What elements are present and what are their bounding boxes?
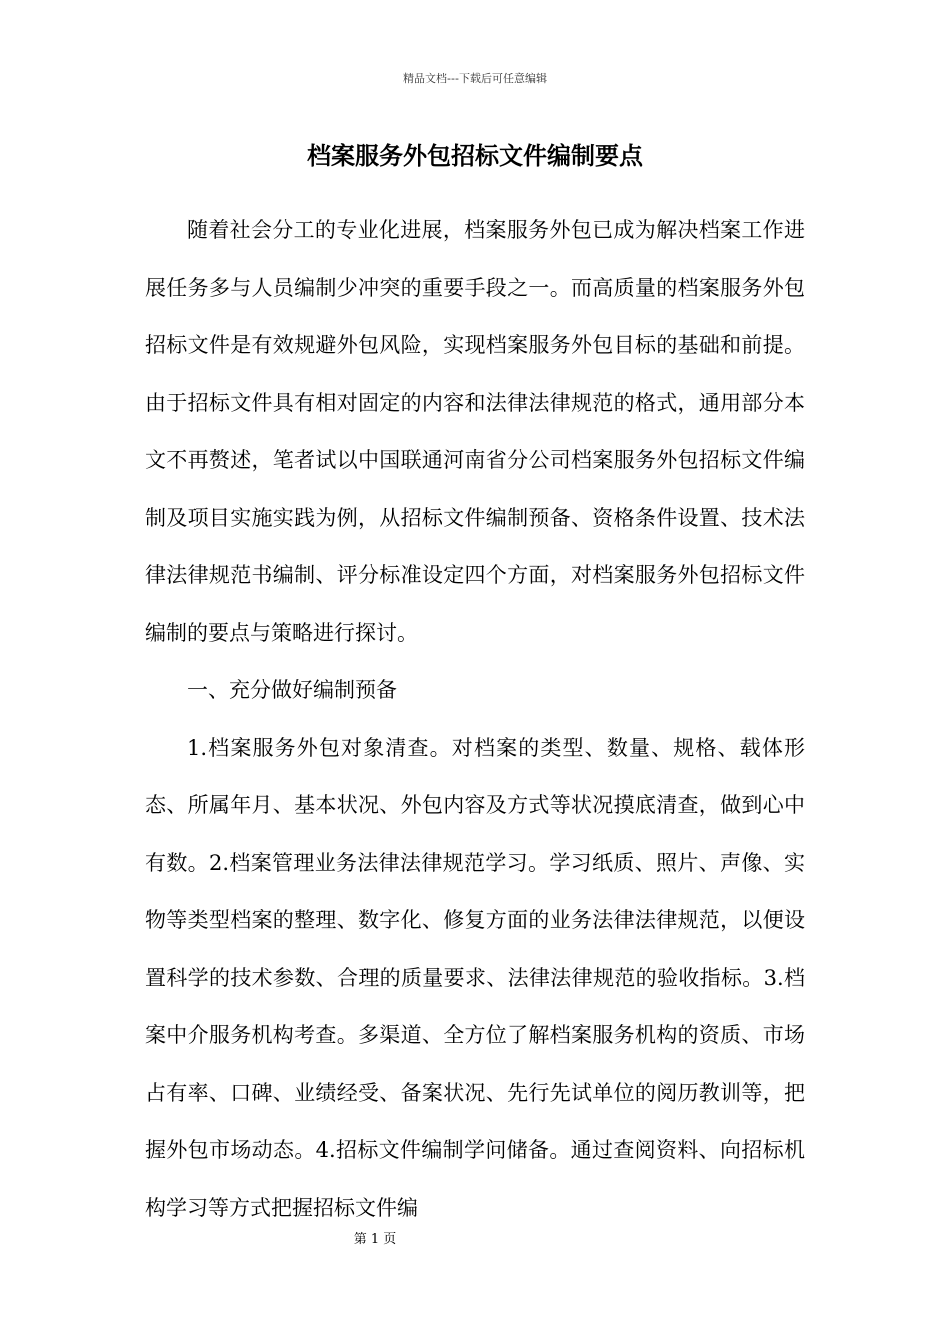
paragraph-section-1-content: 1.档案服务外包对象清查。对档案的类型、数量、规格、载体形态、所属年月、基本状况、外包内容及方式等状况摸底清查，做到心中有数。2.档案管理业务法律法律规范学习。学习纸质、照片、声像、实物等类型档案的整理、数字化、修复方面的业务法律法律规范，以便设置科学的技术参数、合理的质量要求、法律法律规范的验收指标。3.档案中介服务机构考查。多渠道、全方位了解档案服务机构的资质、市场占有率、口碑、业绩经受、备案状况、先行先试单位的阅历教训等，把握外包市场动态。4.招标文件编制学问储备。通过查阅资料、向招标机构学习等方式把握招标文件编 xyxy=(145,735,805,1220)
section-heading-1: 一、充分做好编制预备 xyxy=(187,678,397,702)
paragraph-intro: 随着社会分工的专业化进展，档案服务外包已成为解决档案工作进展任务多与人员编制少冲突的重要手段之一。而高质量的档案服务外包招标文件是有效规避外包风险，实现档案服务外包目标的基础和前提。由于招标文件具有相对固定的内容和法律法律规范的格式，通用部分本文不再赘述，笔者试以中国联通河南省分公司档案服务外包招标文件编制及项目实施实践为例，从招标文件编制预备、资格条件设置、技术法律法律规范书编制、评分标准设定四个方面，对档案服务外包招标文件编制的要点与策略进行探讨。 xyxy=(145,218,805,645)
page-number: 第 1 页 xyxy=(353,1232,397,1247)
document-header-note: 精品文档---下载后可任意编辑 xyxy=(403,72,547,85)
document-body xyxy=(145,202,805,1237)
document-title: 档案服务外包招标文件编制要点 xyxy=(307,141,643,170)
